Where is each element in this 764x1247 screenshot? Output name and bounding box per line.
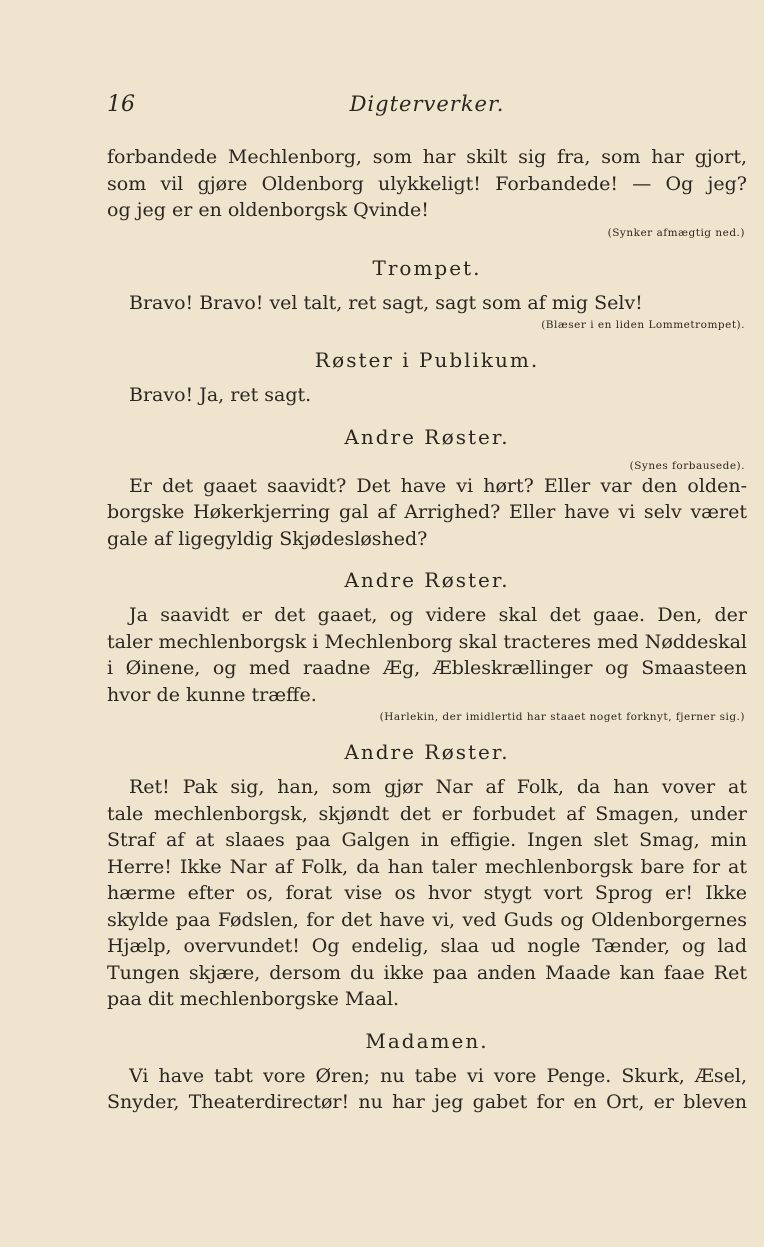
text-line: Herre! Ikke Nar af Folk, da han taler mechlenborgsk bare for at: [107, 855, 747, 878]
dialogue-paragraph: [107, 774, 747, 1013]
dialogue-paragraph: [107, 144, 747, 224]
speaker-name: Andre Røster.: [344, 740, 510, 764]
dialogue-paragraph: [107, 382, 747, 409]
page-header: [107, 92, 747, 122]
dialogue-paragraph: [107, 1063, 747, 1116]
text-line: gale af ligegyldig Skjødesløshed?: [107, 527, 428, 550]
speaker-name: Andre Røster.: [344, 568, 510, 592]
text-line: Bravo! Ja, ret sagt.: [129, 384, 312, 406]
page-number: 16: [107, 92, 135, 117]
stage-direction: (Synes forbausede).: [629, 459, 745, 472]
dialogue-paragraph: [107, 602, 747, 708]
text-line: som vil gjøre Oldenborg ulykkeligt! Forbandede! — Og jeg?: [107, 172, 747, 195]
dialogue-paragraph: [107, 290, 747, 317]
text-line: borgske Høkerkjerring gal af Arrighed? Eller have vi selv været: [107, 501, 747, 523]
text-line: og jeg er en oldenborgsk Qvinde!: [107, 199, 429, 221]
page-body: [107, 144, 747, 1116]
speaker-name: Trompet.: [372, 255, 482, 280]
text-line: forbandede Mechlenborg, som har skilt sig fra, som har gjort,: [107, 146, 747, 168]
stage-direction: (Harlekin, der imidlertid har staaet noget forknyt, fjerner sig.): [379, 711, 745, 723]
text-line: tale mechlenborgsk, skjøndt det er forbudet af Smagen, under: [107, 802, 747, 825]
running-title: Digterverker.: [349, 92, 505, 116]
text-line: Tungen skjære, dersom du ikke paa anden Maade kan faae Ret: [107, 961, 747, 984]
text-line: Ja saavidt er det gaaet, og videre skal det gaae. Den, der: [129, 604, 747, 626]
text-line: Ret! Pak sig, han, som gjør Nar af Folk, da han vover at: [129, 776, 747, 798]
stage-direction: (Synker afmægtig ned.): [607, 226, 745, 239]
text-line: hvor de kunne træffe.: [107, 683, 317, 706]
text-line: i Øinene, og med raadne Æg, Æbleskrællinger og Smaasteen: [107, 657, 747, 679]
text-line: Bravo! Bravo! vel talt, ret sagt, sagt som af mig Selv!: [129, 291, 643, 314]
text-line: Straf af at slaaes paa Galgen in effigie. Ingen slet Smag, min: [107, 829, 747, 851]
text-line: taler mechlenborgsk i Mechlenborg skal tracteres med Nøddeskal: [107, 630, 747, 653]
stage-direction: (Blæser i en liden Lommetrompet).: [541, 319, 745, 331]
text-line: Hjælp, overvundet! Og endelig, slaa ud nogle Tænder, og lad: [107, 935, 747, 957]
text-line: paa dit mechlenborgske Maal.: [107, 988, 400, 1010]
text-line: Snyder, Theaterdirectør! nu har jeg gabet for en Ort, er bleven: [107, 1091, 747, 1113]
text-line: hærme efter os, forat vise os hvor stygt vort Sprog er! Ikke: [107, 882, 747, 904]
speaker-name: Røster i Publikum.: [314, 348, 540, 372]
text-line: skylde paa Fødslen, for det have vi, ved Guds og Oldenborgernes: [107, 908, 747, 931]
text-line: Er det gaaet saavidt? Det have vi hørt? Eller var den olden-: [129, 474, 747, 497]
speaker-name: Madamen.: [365, 1028, 489, 1053]
speaker-name: Andre Røster.: [344, 424, 510, 449]
text-line: Vi have tabt vore Øren; nu tabe vi vore Penge. Skurk, Æsel,: [129, 1064, 747, 1087]
dialogue-paragraph: [107, 473, 747, 553]
